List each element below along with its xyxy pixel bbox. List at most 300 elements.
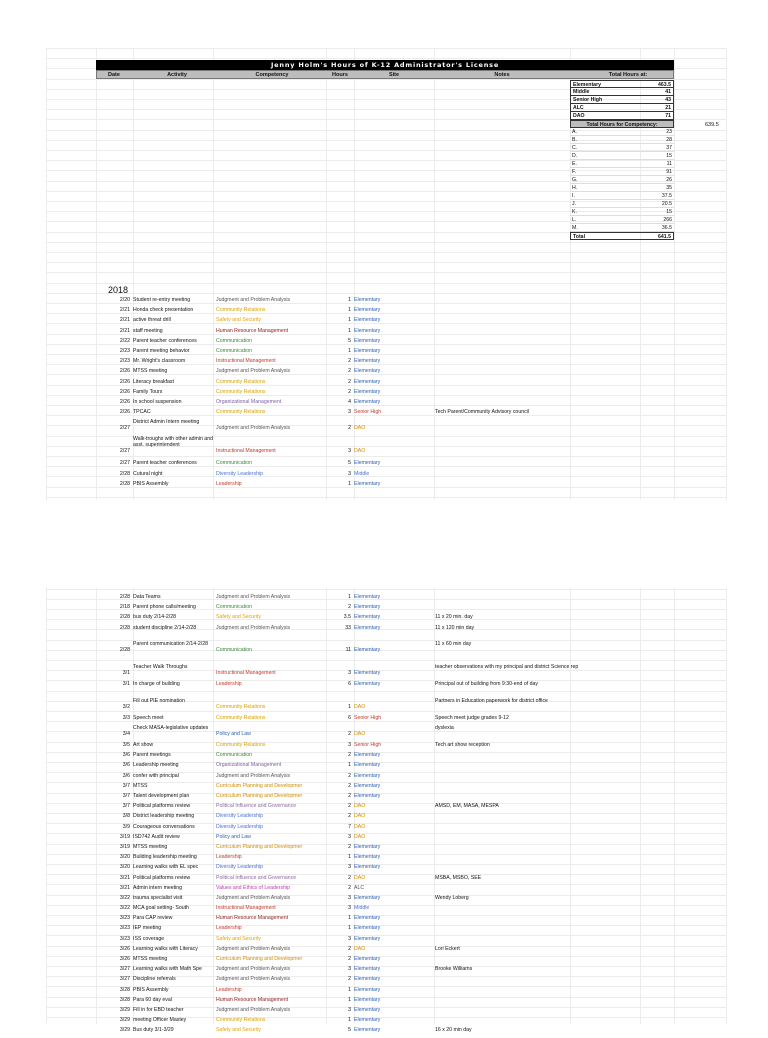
row-activity: staff meeting: [133, 327, 163, 334]
year-label: 2018: [108, 285, 129, 295]
table-row: [96, 773, 716, 783]
row-hours: 2: [348, 378, 351, 385]
competency-total-row: [570, 200, 674, 208]
row-site: DAO: [354, 703, 366, 710]
row-date: 2/27: [119, 425, 130, 432]
row-date: 3/3: [122, 714, 130, 721]
competency-total-row: [570, 184, 674, 192]
competency-total-row-label: K.: [572, 209, 577, 215]
row-hours: 2: [348, 803, 351, 810]
row-activity: Learning walks with EL spec: [133, 864, 199, 871]
row-competency: Community Relations: [216, 714, 266, 721]
table-row: [96, 625, 716, 635]
table-row: [96, 742, 716, 752]
table-row: [96, 905, 716, 915]
competency-total-row-value: 20.5: [661, 201, 672, 207]
row-hours: 2: [348, 945, 351, 952]
row-competency: Instructional Management: [216, 670, 276, 677]
row-hours: 33: [345, 624, 351, 631]
row-site: Elementary: [354, 772, 381, 779]
row-hours: 1: [348, 703, 351, 710]
competency-total-row-label: J.: [572, 201, 577, 207]
row-competency: Curriculum Planning and Developmer: [216, 956, 303, 962]
competency-total-row: [570, 216, 674, 224]
competency-total-row-label: M.: [572, 225, 578, 231]
row-competency: Community Relations: [216, 1017, 266, 1024]
row-activity: Cutural night: [133, 470, 163, 477]
gridline: [46, 293, 726, 294]
table-row: [96, 834, 716, 844]
row-hours: 1: [348, 762, 351, 769]
table-row: [96, 783, 716, 793]
row-date: 3/1: [122, 670, 130, 677]
row-competency: Leadership: [216, 854, 242, 861]
row-date: 3/26: [119, 945, 130, 952]
row-competency: Diversity Leadership: [216, 864, 263, 871]
row-competency: Safety and Security: [216, 614, 261, 621]
row-notes: teacher observations with my principal and district Science rep: [435, 664, 579, 671]
row-site: Middle: [354, 470, 370, 477]
row-activity: MTSS meeting: [133, 956, 168, 962]
table-row: [96, 297, 716, 307]
competency-total-row-value: 36.5: [661, 225, 672, 231]
table-row: [96, 419, 716, 436]
table-row: [96, 844, 716, 854]
row-date: 3/21: [119, 884, 130, 891]
row-hours: 2: [348, 874, 351, 881]
competency-total-row-label: H.: [572, 185, 578, 191]
row-activity: Family Tours: [133, 388, 163, 395]
row-hours: 2: [348, 368, 351, 375]
row-activity: Para 60 day eval: [133, 996, 172, 1003]
site-total-row: [570, 112, 674, 120]
table-row: [96, 803, 716, 813]
table-row: [96, 328, 716, 338]
row-notes: 16 x 20 min day: [435, 1027, 472, 1034]
row-site: Senior High: [354, 714, 382, 721]
row-hours: 3: [348, 409, 351, 416]
row-activity: Check MASA-legislative updates: [133, 724, 209, 731]
row-hours: 1: [348, 854, 351, 861]
row-site: DAO: [354, 945, 366, 952]
row-hours: 2: [348, 843, 351, 850]
row-hours: 2: [348, 388, 351, 395]
row-competency: Communication: [216, 337, 253, 344]
row-competency: Organizational Management: [216, 398, 282, 405]
row-site: Elementary: [354, 398, 381, 405]
row-activity: Parent teacher conferences: [133, 460, 197, 467]
row-competency: Community Relations: [216, 307, 266, 314]
row-site: Elementary: [354, 793, 381, 799]
row-hours: 1: [348, 996, 351, 1003]
site-total-row-label: ALC: [573, 105, 584, 111]
row-hours: 3: [348, 742, 351, 749]
row-activity: Parent communication 2/14-2/28: [133, 640, 208, 647]
row-hours: 1: [348, 317, 351, 324]
row-competency: Safety and Security: [216, 1027, 261, 1034]
row-competency: Instructional Management: [216, 905, 276, 912]
competency-total-row-value: 15: [666, 153, 672, 159]
row-site: Elementary: [354, 894, 381, 901]
entries-block-1: [96, 297, 716, 491]
table-row: [96, 348, 716, 358]
table-row: [96, 864, 716, 874]
site-total-row-value: 71: [665, 113, 671, 119]
gridline: [46, 283, 726, 284]
grand-total-row-label: Total: [573, 234, 586, 240]
row-competency: Diversity Leadership: [216, 470, 263, 477]
row-activity: Parent meetings: [133, 752, 171, 759]
table-row: [96, 997, 716, 1007]
row-competency: Values and Ethics of Leadership: [216, 884, 291, 891]
competency-total-row-label: G.: [572, 177, 578, 183]
row-date: 3/23: [119, 915, 130, 922]
competency-total-row: [570, 152, 674, 160]
row-site: Elementary: [354, 368, 381, 375]
row-competency: Human Resource Management: [216, 327, 289, 334]
row-activity: Courageous conversations: [133, 823, 195, 830]
table-row: [96, 641, 716, 658]
row-site: Senior High: [354, 409, 382, 416]
row-competency: Instructional Management: [216, 448, 276, 455]
row-activity: Mr. Wright's classroom: [133, 358, 186, 365]
table-row: [96, 895, 716, 905]
row-competency: Human Resource Management: [216, 996, 289, 1003]
row-activity: Student re-entry meeting: [133, 297, 191, 303]
table-row: [96, 715, 716, 725]
row-date: 2/21: [119, 317, 130, 324]
row-date: 3/26: [119, 956, 130, 962]
row-date: 2/28: [119, 614, 130, 621]
table-row: [96, 725, 716, 742]
competency-total-row-value: 28: [666, 137, 672, 143]
row-activity: Learning walks with Math Spe: [133, 966, 202, 973]
row-site: Elementary: [354, 782, 381, 789]
row-site: Elementary: [354, 915, 381, 922]
header-competency: Competency: [255, 72, 289, 78]
site-total-row: [570, 104, 674, 112]
row-competency: Community Relations: [216, 742, 266, 749]
row-competency: Safety and Security: [216, 317, 261, 324]
header-hours: Hours: [332, 72, 348, 78]
row-activity: Speech meet: [133, 714, 164, 721]
table-row: [96, 594, 716, 604]
row-competency: Judgment and Problem Analysis: [216, 594, 291, 600]
row-activity: Leadership meeting: [133, 762, 179, 769]
competency-total-row-label: B.: [572, 137, 577, 143]
row-hours: 2: [348, 425, 351, 432]
row-date: 2/26: [119, 409, 130, 416]
row-hours: 1: [348, 1017, 351, 1024]
row-hours: 3.5: [343, 614, 351, 621]
grand-total-row: [570, 232, 674, 240]
row-competency: Communication: [216, 347, 253, 354]
row-hours: 2: [348, 813, 351, 820]
table-row: [96, 752, 716, 762]
competency-total-row-label: A.: [572, 129, 577, 135]
table-row: [96, 409, 716, 419]
gridline: [46, 589, 726, 590]
row-hours: 1: [348, 915, 351, 922]
row-date: 2/26: [119, 388, 130, 395]
row-competency: Judgment and Problem Analysis: [216, 425, 291, 432]
row-activity: bus duty 2/14-2/28: [133, 614, 176, 621]
row-date: 3/21: [119, 874, 130, 881]
row-date: 3/22: [119, 894, 130, 901]
row-site: Elementary: [354, 843, 381, 850]
row-site: Elementary: [354, 864, 381, 871]
competency-total-row: [570, 160, 674, 168]
site-total-row-label: Elementary: [573, 82, 601, 88]
row-notes: MSBA, MSBO, SEE: [435, 874, 482, 881]
row-activity: District leadership meeting: [133, 813, 195, 820]
row-notes: dyslexia: [435, 724, 454, 731]
row-date: 3/7: [122, 803, 130, 810]
row-competency: Instructional Management: [216, 358, 276, 365]
table-row: [96, 307, 716, 317]
site-total-row-value: 21: [665, 105, 671, 111]
row-competency: Curriculum Planning and Developmer: [216, 843, 303, 850]
row-activity: In school suspension: [133, 398, 182, 405]
row-competency: Judgment and Problem Analysis: [216, 368, 291, 375]
row-hours: 3: [348, 894, 351, 901]
row-site: DAO: [354, 813, 366, 820]
row-site: Elementary: [354, 854, 381, 861]
row-competency: Curriculum Planning and Developmer: [216, 782, 303, 789]
row-hours: 2: [348, 793, 351, 799]
row-activity: MTSS: [133, 782, 148, 789]
competency-total-row: [570, 144, 674, 152]
row-competency: Community Relations: [216, 703, 266, 710]
row-site: Elementary: [354, 460, 381, 467]
row-date: 2/28: [119, 646, 130, 653]
row-site: Senior High: [354, 742, 382, 749]
row-competency: Judgment and Problem Analysis: [216, 624, 291, 631]
table-row: [96, 399, 716, 409]
row-hours: 2: [348, 976, 351, 983]
row-activity: Literacy breakfast: [133, 378, 174, 385]
row-site: Elementary: [354, 646, 381, 653]
table-row: [96, 854, 716, 864]
row-activity: Political platforms review: [133, 874, 191, 881]
row-site: Elementary: [354, 956, 381, 962]
row-activity: ISS coverage: [133, 935, 165, 942]
row-notes: Brooke Williams: [435, 966, 473, 973]
competency-total-row: [570, 136, 674, 144]
row-notes: Partners in Education paperwork for district office: [435, 697, 548, 704]
row-hours: 3: [348, 470, 351, 477]
row-hours: 3: [348, 1006, 351, 1013]
row-date: 3/20: [119, 854, 130, 861]
site-total-row-label: Middle: [573, 89, 590, 95]
row-date: 2/23: [119, 347, 130, 354]
row-competency: Political Influence and Governance: [216, 803, 297, 810]
row-site: Elementary: [354, 966, 381, 973]
competency-total-row: [570, 176, 674, 184]
row-competency: Political Influence and Governance: [216, 874, 297, 881]
row-competency: Communication: [216, 752, 253, 759]
row-competency: Safety and Security: [216, 935, 261, 942]
row-site: Elementary: [354, 976, 381, 983]
row-date: 2/26: [119, 368, 130, 375]
site-total-row: [570, 96, 674, 104]
site-total-row-label: DAO: [573, 113, 585, 119]
row-activity: PBIS Assembly: [133, 480, 169, 487]
row-site: ALC: [354, 884, 365, 891]
table-row: [96, 481, 716, 491]
row-site: Elementary: [354, 1027, 381, 1034]
competency-total-row-value: 23: [666, 129, 672, 135]
row-activity: Para CAP review: [133, 915, 173, 922]
side-total: 639.5: [705, 122, 719, 128]
gridline: [46, 48, 726, 49]
row-notes: Tech Parent/Community Advisory council: [435, 409, 529, 416]
row-site: Elementary: [354, 614, 381, 621]
row-hours: 3: [348, 905, 351, 912]
row-activity: District Admin Intern meeting: [133, 419, 200, 426]
row-notes: 11 x 120 min day: [435, 624, 475, 631]
competency-total-row-value: 37.5: [661, 193, 672, 199]
row-site: DAO: [354, 448, 366, 455]
row-date: 2/21: [119, 307, 130, 314]
row-site: DAO: [354, 823, 366, 830]
row-site: Elementary: [354, 327, 381, 334]
row-hours: 1: [348, 327, 351, 334]
row-activity: Talent development plan: [133, 793, 190, 799]
row-activity: In charge of building: [133, 681, 180, 688]
row-hours: 5: [348, 337, 351, 344]
row-hours: 7: [348, 823, 351, 830]
table-row: [96, 936, 716, 946]
row-date: 3/29: [119, 1027, 130, 1034]
site-total-row-value: 463.5: [658, 82, 671, 88]
row-competency: Judgment and Problem Analysis: [216, 894, 291, 901]
row-competency: Judgment and Problem Analysis: [216, 945, 291, 952]
competency-total-row-label: C.: [572, 145, 578, 151]
row-date: 2/27: [119, 460, 130, 467]
row-hours: 6: [348, 681, 351, 688]
row-hours: 1: [348, 297, 351, 303]
row-competency: Diversity Leadership: [216, 813, 263, 820]
table-row: [96, 824, 716, 834]
row-hours: 3: [348, 448, 351, 455]
competency-total-row: [570, 168, 674, 176]
row-date: 3/28: [119, 996, 130, 1003]
totals-panel: [570, 80, 674, 240]
competency-total-row-label: E.: [572, 161, 577, 167]
row-activity: active threat drill: [133, 317, 171, 324]
row-competency: Curriculum Planning and Developmer: [216, 793, 303, 799]
table-row: [96, 681, 716, 691]
competency-total-row: [570, 192, 674, 200]
table-row: [96, 966, 716, 976]
row-date: 3/4: [122, 730, 130, 737]
table-row: [96, 379, 716, 389]
row-date: 3/27: [119, 976, 130, 983]
row-date: 3/19: [119, 843, 130, 850]
row-site: Elementary: [354, 317, 381, 324]
row-date: 2/28: [119, 470, 130, 477]
row-activity: confer with principal: [133, 772, 179, 779]
row-site: Elementary: [354, 604, 381, 611]
row-date: 3/27: [119, 966, 130, 973]
row-activity: MTSS meeting: [133, 843, 168, 850]
row-date: 3/2: [122, 703, 130, 710]
table-row: [96, 987, 716, 997]
row-activity: Discipline referrals: [133, 976, 176, 983]
row-date: 2/20: [119, 297, 130, 303]
row-activity: trauma specialist visit: [133, 894, 183, 901]
row-site: Elementary: [354, 358, 381, 365]
table-row: [96, 925, 716, 935]
competency-total-header-label: Total Hours for Competency:: [586, 122, 658, 128]
table-row: [96, 1027, 716, 1037]
row-activity: Political platforms review: [133, 803, 191, 810]
row-date: 3/23: [119, 925, 130, 932]
gridline: [46, 272, 726, 273]
row-site: Middle: [354, 905, 370, 912]
row-notes: 11 x 60 min day: [435, 640, 472, 647]
row-activity: MTSS meeting: [133, 368, 168, 375]
row-site: Elementary: [354, 670, 381, 677]
row-hours: 6: [348, 714, 351, 721]
gridline: [726, 588, 727, 1024]
row-activity: Admin intern meeting: [133, 884, 183, 891]
row-hours: 1: [348, 594, 351, 600]
row-competency: Leadership: [216, 681, 242, 688]
table-row: [96, 338, 716, 348]
row-date: 3/1: [122, 681, 130, 688]
row-activity: Fill out PIE nomination: [133, 697, 185, 704]
row-competency: Leadership: [216, 480, 242, 487]
row-date: 3/22: [119, 905, 130, 912]
row-activity: ISD742 Audit review: [133, 833, 180, 840]
row-date: 3/23: [119, 935, 130, 942]
competency-total-row-label: F.: [572, 169, 577, 175]
table-row: [96, 976, 716, 986]
row-competency: Judgment and Problem Analysis: [216, 966, 291, 973]
column-header-row: [96, 70, 674, 79]
row-site: Elementary: [354, 378, 381, 385]
competency-total-row-value: 91: [666, 169, 672, 175]
table-row: [96, 604, 716, 614]
row-site: Elementary: [354, 935, 381, 942]
row-site: Elementary: [354, 752, 381, 759]
row-notes: Wendy Loberg: [435, 894, 469, 901]
row-activity: TPCAC: [133, 409, 151, 416]
row-hours: 3: [348, 670, 351, 677]
row-activity: Bus duty 3/1-3/29: [133, 1027, 174, 1034]
table-row: [96, 875, 716, 885]
row-date: 2/28: [119, 624, 130, 631]
row-activity: IEP meeting: [133, 925, 162, 932]
header-date: Date: [108, 72, 120, 78]
row-date: 2/23: [119, 358, 130, 365]
row-competency: Policy and Law: [216, 833, 251, 840]
row-date: 2/21: [119, 327, 130, 334]
row-hours: 2: [348, 772, 351, 779]
row-competency: Community Relations: [216, 378, 266, 385]
row-notes: 11 x 20 min. day: [435, 614, 473, 621]
row-activity: Walk-troughs with other admin and asst. superintendent: [133, 436, 213, 449]
row-site: DAO: [354, 425, 366, 432]
row-date: 2/27: [119, 448, 130, 455]
site-total-row-value: 41: [665, 89, 671, 95]
row-date: 3/6: [122, 772, 130, 779]
competency-total-row-value: 11: [666, 161, 672, 167]
row-site: Elementary: [354, 347, 381, 354]
row-date: 3/29: [119, 1006, 130, 1013]
